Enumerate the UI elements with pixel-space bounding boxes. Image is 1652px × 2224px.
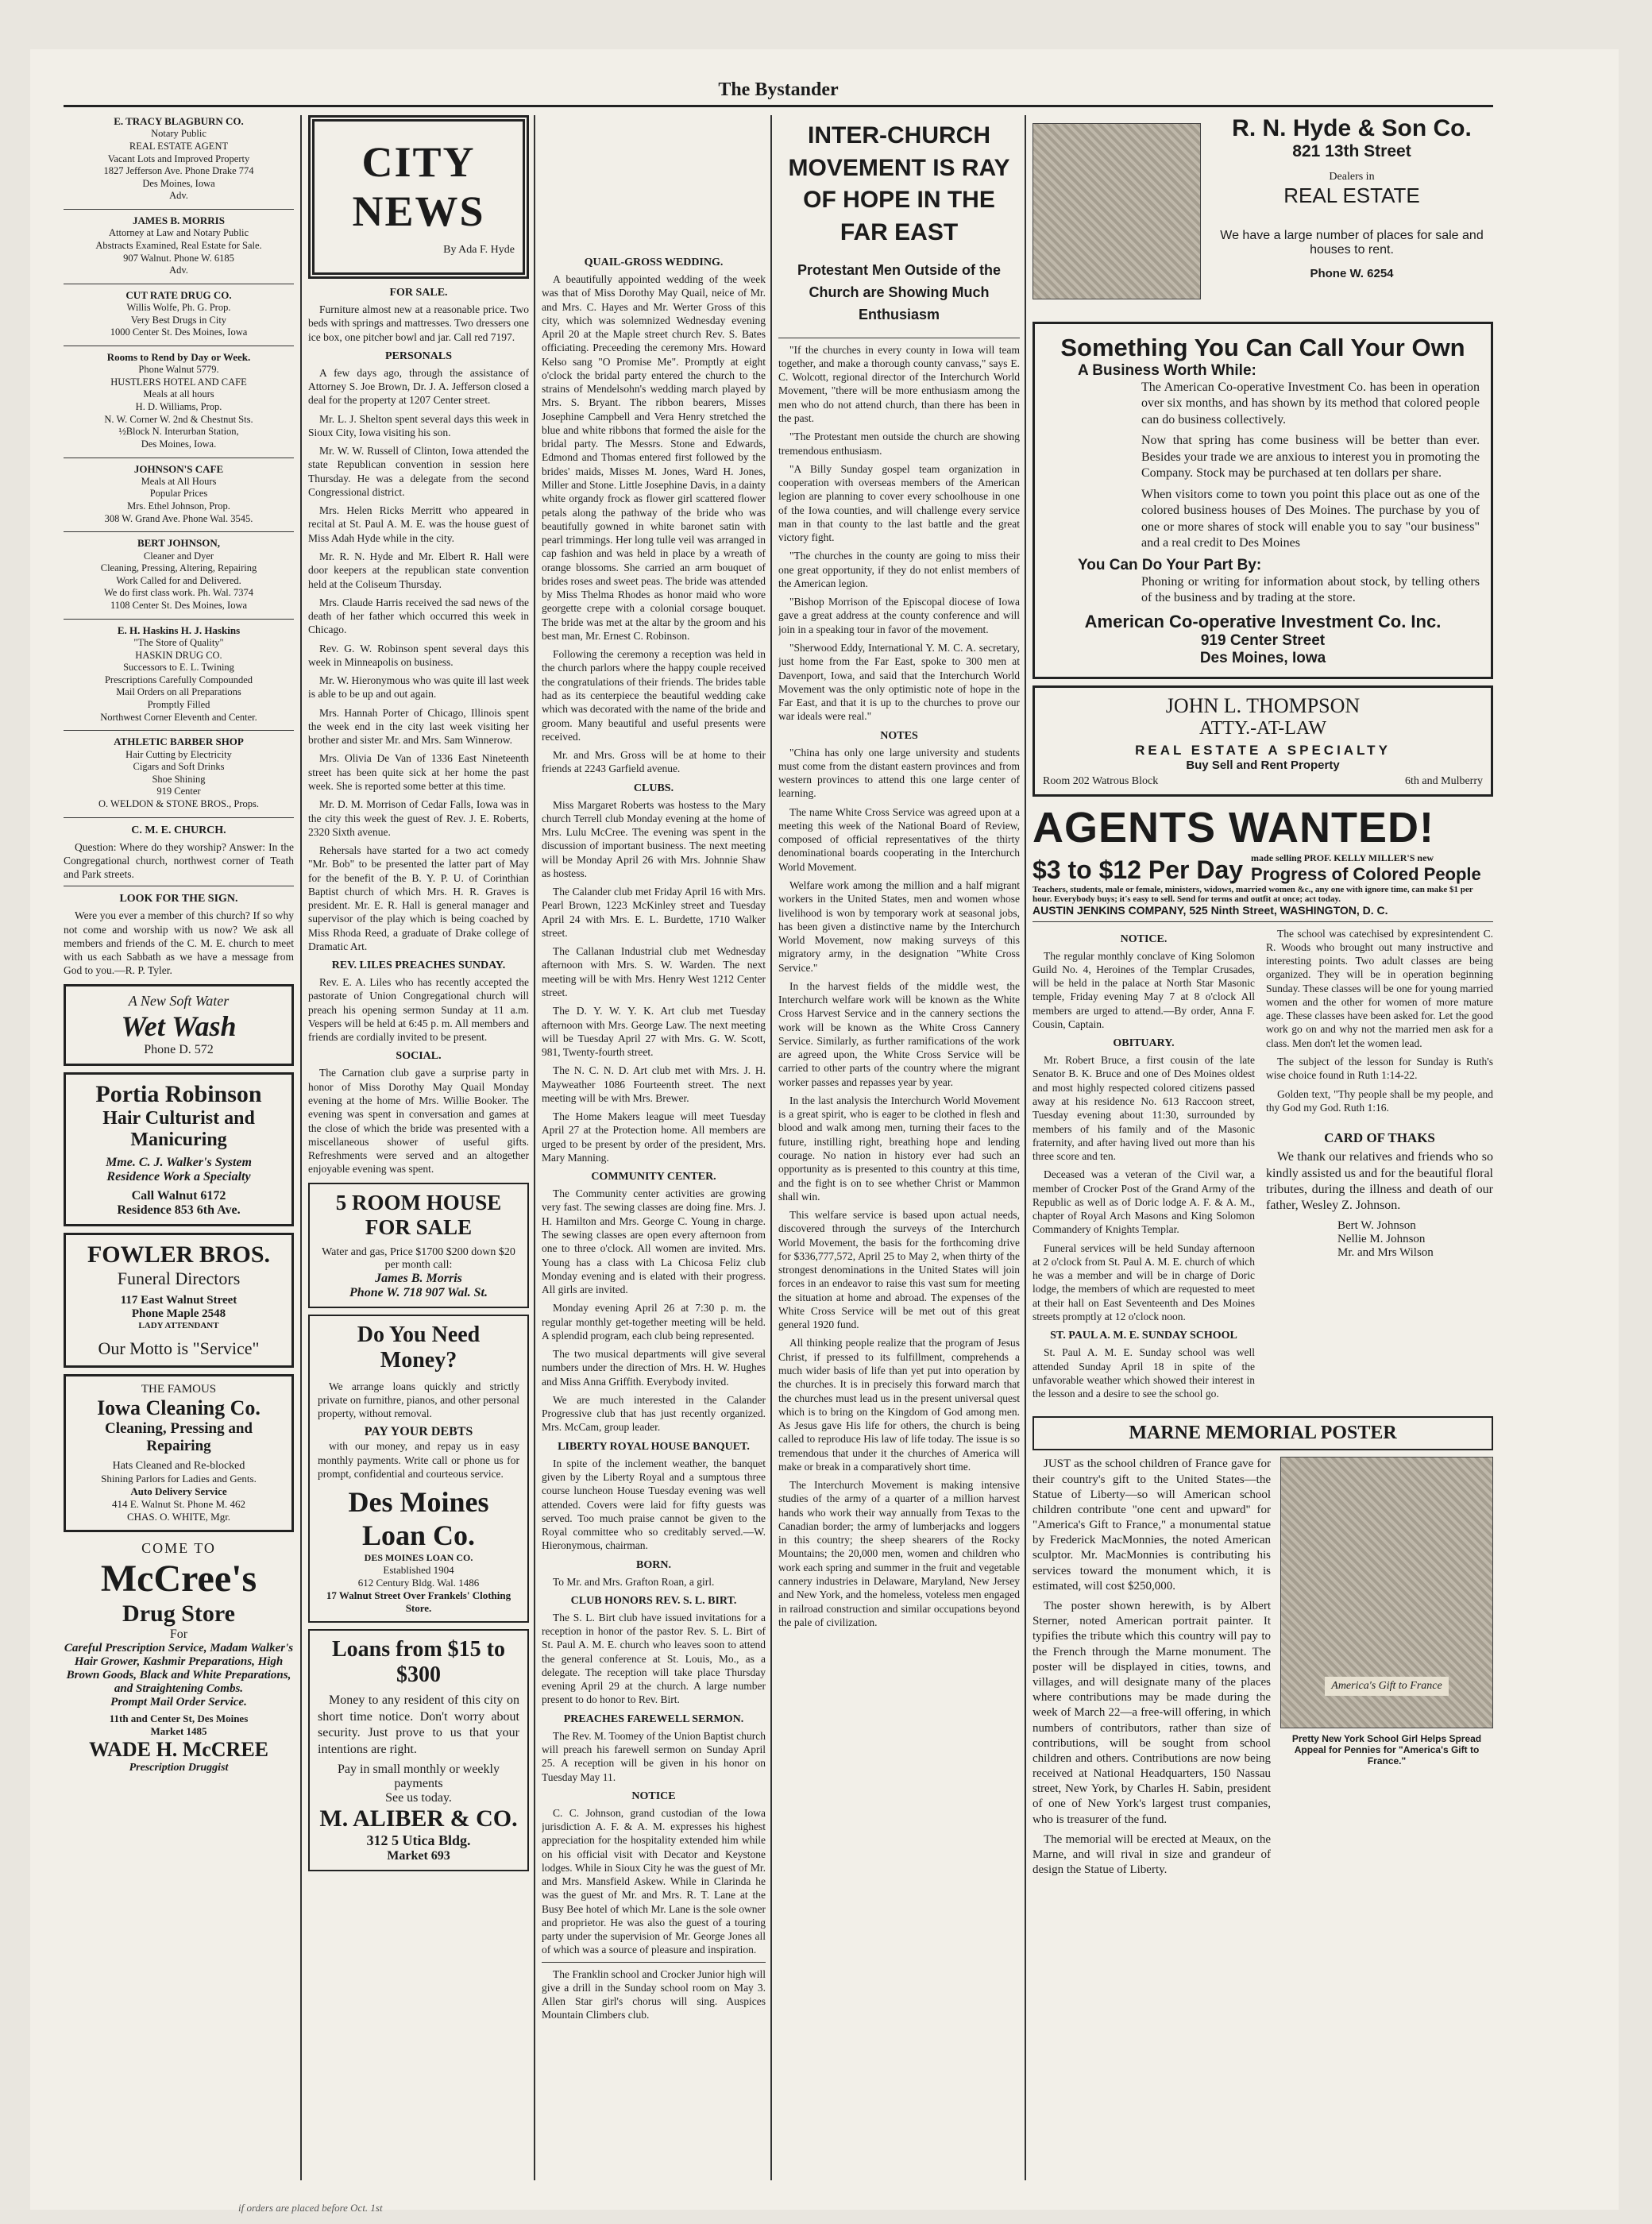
aliber-line-f: 312 5 Utica Bldg. — [366, 1832, 471, 1849]
birt-heading: CLUB HONORS REV. S. L. BIRT. — [570, 1594, 737, 1607]
fowler-line-b: Funeral Directors — [117, 1268, 241, 1288]
paragraph: Mr. Robert Bruce, a first cousin of the late Senator B. K. Bruce and one of Des Moines oldest and most highly respected colored citizens passed away at his residence No. 613 Raccoon street, Tuesday evening about 11:30, surrounded by members of his family and of the Masonic fraternity, and after having lived out more than his three score and ten. — [1032, 1054, 1255, 1163]
born-text: To Mr. and Mrs. Grafton Roan, a girl. — [553, 1575, 715, 1588]
personals-list — [308, 366, 529, 953]
coop-line-d: Now that spring has come business will be better than ever. Besides your trade we are anxious to interest you in promoting the Company. Stock may be purchased at ten dollars per share. — [1141, 434, 1480, 481]
house-for-sale-ad — [308, 1183, 529, 1308]
ad-line: Cleaner and Dyer — [143, 550, 214, 562]
paragraph: Mr. R. N. Hyde and Mr. Elbert R. Hall were door keepers at the republican state convention held at the Coliseum Thursday. — [308, 550, 529, 590]
ad-line: 907 Walnut. Phone W. 6185 — [123, 252, 234, 264]
paragraph: Rev. G. W. Robinson spent several days this week in Minneapolis on business. — [308, 642, 529, 668]
ad-divider — [64, 817, 294, 818]
ad-line: 1108 Center St. Des Moines, Iowa — [110, 600, 248, 611]
coop-line-i: 919 Center Street — [1200, 631, 1326, 649]
church-heading: C. M. E. CHURCH. — [131, 824, 226, 836]
marne-heading: MARNE MEMORIAL POSTER — [1129, 1423, 1397, 1444]
mccree-line-c: Drug Store — [122, 1600, 235, 1627]
money-line-d: with our money, and repay us in easy monthly payments. Write call or phone us for prompt, confidential and courteous service. — [318, 1440, 519, 1480]
church-text: Question: Where do they worship? Answer: In the Congregational church, northwest corner of Teath and Park streets. — [64, 840, 294, 881]
ad-line: Very Best Drugs in City — [130, 314, 227, 326]
ad-line: Rooms to Rend by Day or Week. — [106, 350, 251, 363]
house-line-c: James B. Morris — [375, 1271, 462, 1285]
house-line-a: 5 ROOM HOUSE FOR SALE — [335, 1190, 502, 1239]
paragraph: Mr. D. M. Morrison of Cedar Falls, Iowa was in the city this week the guest of Rev. J. E. Roberts, 2320 Sixth avenue. — [308, 798, 529, 838]
ad-divider — [64, 730, 294, 731]
signature-line: Nellie M. Johnson — [1337, 1232, 1426, 1245]
paragraph: Mrs. Claude Harris received the sad news of the death of her father which occurred this week in Chicago. — [308, 596, 529, 636]
aliber-line-g: Market 693 — [387, 1849, 450, 1863]
portia-line-c: Mme. C. J. Walker's System — [106, 1155, 252, 1169]
city-news-header — [308, 115, 529, 279]
paragraph: The Callanan Industrial club met Wednesday afternoon with Mrs. S. W. Warden. The next meeting will be with Mrs. Henry West 1212 Center street. — [542, 945, 766, 999]
thompson-line-e: Room 202 Watrous Block — [1043, 774, 1159, 787]
paragraph: Welfare work among the million and a half migrant workers in the United States, men and women whose livelihood is won by temporary work at seasonal jobs, has been given a distinctive name by the Interchurch World Movement, now making surveys of this migratory army, in the designation "White Cross Service." — [778, 878, 1020, 974]
ad-line: N. W. Corner W. 2nd & Chestnut Sts. — [104, 413, 253, 425]
mccree-ad — [64, 1540, 294, 1774]
notices-area — [1032, 927, 1493, 1406]
paragraph: The D. Y. W. Y. K. Art club met Tuesday afternoon with Mrs. George Law. The next meeting will be Tuesday April 27 with Mrs. G. W. Scott, 981, Twenty-fourth street. — [542, 1005, 766, 1059]
liles-heading: REV. LILES PREACHES SUNDAY. — [331, 959, 506, 972]
interchurch-headline: INTER-CHURCH MOVEMENT IS RAY OF HOPE IN THE FAR EAST — [788, 122, 1010, 245]
mccree-line-e: Careful Prescription Service, Madam Walker's Hair Grower, Kashmir Preparations, High Brown Goods, Black and White Preparations, and Straightening Combs. — [64, 1641, 294, 1695]
classified-ad — [64, 115, 294, 203]
classified-ad — [64, 214, 294, 277]
ad-line: Prescriptions Carefully Compounded — [104, 674, 253, 685]
banquet-text: In spite of the inclement weather, the banquet given by the Liberty Royal and a sumptous three course luncheon House Tuesday evening was well attended. Covers were laid for fifty guests was served. Too much praise cannot be given to the Royal committee who so creditably served.—W. Hieronymous, chairman. — [542, 1457, 766, 1552]
paragraph: Mr. and Mrs. Gross will be at home to their friends at 2243 Garfield avenue. — [542, 749, 766, 775]
column-society — [542, 115, 766, 2188]
ad-line: REAL ESTATE AGENT — [129, 140, 229, 152]
ad-line: Phone Walnut 5779. — [138, 364, 219, 376]
aliber-line-a: Loans from $15 to $300 — [331, 1637, 506, 1688]
banquet-heading: LIBERTY ROYAL HOUSE BANQUET. — [558, 1440, 750, 1453]
money-line-f: DES MOINES LOAN CO. — [364, 1552, 473, 1564]
wash-line-b: Wet Wash — [121, 1010, 237, 1042]
farewell-text: The Rev. M. Toomey of the Union Baptist church will preach his farewell sermon on Sunday April 25. A reception will be given in his honor on Tuesday May 11. — [542, 1729, 766, 1783]
column-rule — [1025, 115, 1026, 2180]
paragraph: Mr. W. W. Russell of Clinton, Iowa attended the state Republican convention in session here Thursday. He was a delegate from the second Congressional district. — [308, 445, 529, 498]
social-heading: SOCIAL. — [396, 1050, 442, 1063]
aliber-line-c: Pay in small monthly or weekly payments — [338, 1763, 500, 1791]
iowa-line-e: Shining Parlors for Ladies and Gents. — [101, 1472, 257, 1485]
ad-divider — [64, 619, 294, 620]
notes-heading: NOTES — [880, 729, 918, 742]
ad-line: Promptly Filled — [147, 699, 210, 710]
ad-line: Cleaning, Pressing, Altering, Repairing — [100, 562, 257, 574]
rider-illustration — [1032, 123, 1201, 299]
column-rule — [534, 115, 535, 2180]
fowler-line-d: Phone Maple 2548 — [131, 1307, 226, 1320]
paragraph: This welfare service is based upon actual needs, discovered through the surveys of the Interchurch World Movement, the basis for the forthcoming drive for $336,777,572, April 25 to May 2, when thirty of the strongest denominations in the United States will join forces in an endeavor to raise this vast sum for meeting the situation at home and abroad. The expenses of the White Cross Service will be met out of this great general 1920 fund. — [778, 1209, 1020, 1331]
column-rule — [300, 115, 302, 2180]
aliber-line-d: See us today. — [385, 1791, 452, 1805]
clubs-article — [542, 798, 766, 1165]
ad-line: Willis Wolfe, Ph. G. Prop. — [126, 302, 231, 313]
thanks-signatures — [1337, 1219, 1493, 1260]
paragraph: Mrs. Hannah Porter of Chicago, Illinois spent the week end in the city last week visiting her brother and sister Mr. and Mrs. Sam Winnerow. — [308, 706, 529, 747]
loan-company-ad — [308, 1315, 529, 1624]
hyde-line-a: R. N. Hyde & Son Co. — [1232, 115, 1472, 141]
city-news-byline: By Ada F. Hyde — [443, 244, 515, 256]
paragraph: Monday evening April 26 at 7:30 p. m. the regular monthly get-together meeting will be held. A splendid program, each club being represented. — [542, 1302, 766, 1342]
portia-line-b: Hair Culturist and Manicuring — [102, 1107, 255, 1150]
thompson-line-a: JOHN L. THOMPSON — [1165, 693, 1361, 717]
ad-line: Mrs. Ethel Johnson, Prop. — [127, 500, 230, 512]
paragraph: Mrs. Olivia De Van of 1336 East Nineteenth street has been quite sick at her home the past week. She is reported some better at this time. — [308, 752, 529, 792]
portia-line-d: Residence Work a Specialty — [106, 1169, 251, 1183]
thanks-heading: CARD OF THAKS — [1324, 1130, 1435, 1146]
thompson-line-d: Buy Sell and Rent Property — [1186, 758, 1340, 772]
ad-line: Work Called for and Delivered. — [116, 574, 241, 586]
column-rule — [770, 115, 772, 2180]
paragraph: A few days ago, through the assistance of Attorney S. Joe Brown, Dr. J. A. Jefferson closed a deal for the property at 1207 Center street. — [308, 366, 529, 407]
hyde-line-b: 821 13th Street — [1292, 142, 1411, 160]
signature-line: Mr. and Mrs Wilson — [1337, 1245, 1434, 1259]
mccree-line-g: 11th and Center St, Des Moines — [109, 1712, 249, 1724]
agents-line-a: AGENTS WANTED! — [1032, 803, 1434, 851]
ad-line: Successors to E. L. Twining — [123, 662, 234, 674]
mccree-line-j: Prescription Druggist — [129, 1761, 229, 1774]
thompson-line-b: ATTY.-AT-LAW — [1198, 717, 1327, 739]
coop-line-e: When visitors come to town you point this place out as one of the colored business houses of Des Moines. The purchase by you of one or more shares of stock will enable you to say "our business" and a real credit to Des Moines — [1141, 487, 1480, 550]
money-line-a: Do You Need Money? — [357, 1322, 481, 1373]
birt-text: The S. L. Birt club have issued invitations for a reception in honor of the pastor Rev. S. L. Birt of St. Paul A. M. E. church who leaves soon to attend the general conference at St. Louis, Mo., as a delegate. The reception will take place Thursday evening April 29 at the church. A large number present to do honor to Rev. Birt. — [542, 1611, 766, 1706]
wedding-heading: QUAIL-GROSS WEDDING. — [584, 257, 724, 268]
agents-line-f: AUSTIN JENKINS COMPANY, 525 Ninth Street, WASHINGTON, D. C. — [1032, 903, 1388, 917]
born-heading: BORN. — [636, 1558, 671, 1571]
portia-line-e: Call Walnut 6172 — [131, 1188, 226, 1203]
obituary-heading: OBITUARY. — [1113, 1037, 1175, 1050]
ad-line: O. WELDON & STONE BROS., Props. — [98, 798, 259, 809]
thompson-line-c: REAL ESTATE A SPECIALTY — [1135, 742, 1391, 758]
for-sale-heading: FOR SALE. — [389, 287, 448, 299]
ad-line: ½Block N. Interurban Station, — [118, 426, 239, 438]
paragraph: "If the churches in every county in Iowa will team together, and make a thorough county canvass," says E. C. Wolcott, regional director of the Interchurch World Movement, "there will be more enthusiasm among the men who do not attend church, than there has been in the past. — [778, 343, 1020, 424]
sunday-school-text-4: Golden text, "Thy people shall be my people, and thy God my God. Ruth 1:16. — [1266, 1087, 1493, 1114]
masthead: The Bystander — [718, 79, 839, 100]
paragraph: Mr. W. Hieronymous who was quite ill last week is able to be up and out again. — [308, 674, 529, 701]
ad-line: Attorney at Law and Notary Public — [109, 227, 249, 239]
agents-line-e: Teachers, students, male or female, ministers, widows, married women &c., any one with ignore time, can make $1 per hour. Everybody buys; it's easy to sell. Send for terms and outfit at once; act today. — [1032, 884, 1473, 904]
ad-line: 919 Center — [156, 786, 201, 797]
classified-ad — [64, 289, 294, 339]
ad-line: 308 W. Grand Ave. Phone Wal. 3545. — [104, 512, 253, 524]
paragraph: The two musical departments will give several numbers under the direction of Mrs. H. W. Hughes and Miss Anna Griffith. Everybody invited. — [542, 1348, 766, 1388]
thanks-text: We thank our relatives and friends who so kindly assisted us and for the beautiful floral tributes, during the illness and death of our father, Wesley Z. Johnson. — [1266, 1150, 1493, 1213]
ad-line: Mail Orders on all Preparations — [116, 686, 241, 698]
sunday-school-heading: ST. PAUL A. M. E. SUNDAY SCHOOL — [1050, 1330, 1237, 1342]
mccree-line-d: For — [169, 1627, 188, 1641]
ad-line: BERT JOHNSON, — [137, 537, 221, 550]
marne-article — [1032, 1457, 1493, 1882]
paragraph: All thinking people realize that the program of Jesus Christ, if pressed to its fulfillment, comprehends a much wider basis of life than yet put into operation by the churches. It is in precisely this forward march that the churches must lead us in the present universal quest which is to bring on the Kingdom of God among men. As Jesus gave His life for others, the church is being called to reproduce His law of life today. The issue is so tremendous that under it the churches of America will make or break in a comparatively short time. — [778, 1337, 1020, 1473]
mccree-line-h: Market 1485 — [150, 1724, 207, 1737]
paragraph: Funeral services will be held Sunday afternoon at 2 o'clock from St. Paul A. M. E. church of which he was a member and will be in charge of Doric lodge, the members of which are requested to meet at their hall on East Seventeenth and Des Moines streets promptly at 12 o'clock noon. — [1032, 1241, 1255, 1322]
ad-line: Northwest Corner Eleventh and Center. — [100, 711, 257, 723]
house-line-d: Phone W. 718 907 Wal. St. — [349, 1285, 488, 1299]
signature-line: Bert W. Johnson — [1337, 1218, 1416, 1232]
mccree-name: McCree's — [100, 1557, 257, 1600]
iowa-cleaning-ad — [64, 1374, 294, 1532]
ad-line: Abstracts Examined, Real Estate for Sale. — [95, 239, 262, 251]
obituary-text — [1032, 1053, 1255, 1323]
money-line-b: We arrange loans quickly and strictly private on furnithre, pianos, and other personal property, without removal. — [318, 1380, 519, 1420]
paragraph: Miss Margaret Roberts was hostess to the Mary church Terrell club Monday evening at the home of Mrs. Lulu McCree. The evening was spent in the discussion of important business. The next meeting will be Monday April 26 with Mrs. Johnnie Shaw as hostess. — [542, 798, 766, 879]
paragraph: The name White Cross Service was agreed upon at a meeting this week of the National Board of Review, composed of official representatives of the thirty denominational boards cooperating in the Interchurch World Movement. — [778, 805, 1020, 873]
notice-heading: NOTICE — [631, 1790, 676, 1802]
ad-line: Adv. — [169, 190, 188, 202]
ad-line: HASKIN DRUG CO. — [135, 649, 222, 661]
iowa-line-d: Hats Cleaned and Re-blocked — [112, 1459, 245, 1472]
sign-text: Were you ever a member of this church? If so why not come and worship with us now? We ask all members and friends of the C. M. E. church to meet with us each Sabbath as we have a message from God to you.—R. P. Tyler. — [64, 909, 294, 977]
hyde-line-e: We have a large number of places for sale and houses to rent. — [1220, 229, 1484, 257]
paragraph: JUST as the school children of France gave for their country's gift to the United States—the Statue of Liberty—so will American school children contribute "one cent and upward" for "America's Gift to France," a monumental statue by Frederick MacMonnies, the noted American sculptor. Mr. MacMonnies is contributing his services toward the monument which, it is estimated, will cost $250,000. — [1032, 1458, 1271, 1593]
paragraph: "Sherwood Eddy, International Y. M. C. A. secretary, just home from the Far East, spoke to 300 men at Davenport, Iowa, and said that the Interchurch World Movement was the only optimistic note of hope in the Far East, and that it is up to the churches to prove our war ideals were real." — [778, 641, 1020, 723]
ad-line: H. D. Williams, Prop. — [135, 401, 222, 412]
column-city-news — [308, 115, 529, 2188]
poster-illustration — [1280, 1457, 1493, 1728]
coop-line-h: American Co-operative Investment Co. Inc. — [1084, 611, 1442, 631]
paragraph: Rehersals have started for a two act comedy "Mr. Bob" to be presented the latter part of May for the benefit of the B. Y. P. U. of Corinthian Baptist church of which Mrs. H. R. Graves is president. Mr. E. R. Hall is general manager and supervisor of the play which is being coached by Miss Rhoda Reed, a graduate of Drake college of Dramatic Art. — [308, 844, 529, 952]
paragraph: Following the ceremony a reception was held in the church parlors where the happy couple received the congratulations of their friends. The brides table had as its centerpiece the beautiful wedding cake which was decorated with the name of the bride and groom. Many beautiful and useful presents were received. — [542, 648, 766, 743]
mccree-line-i: WADE H. McCREE — [88, 1737, 269, 1761]
wash-line-c: Phone D. 572 — [144, 1042, 214, 1056]
paragraph: Deceased was a veteran of the Civil war, a member of Crocker Post of the Grand Army of the Republic as well as of Doric lodge A. F. & A. M., chapter of Royal Arch Masons and King Solomon Commandery of Knights Templar. — [1032, 1168, 1255, 1236]
ad-line: We do first class work. Ph. Wal. 7374 — [103, 587, 253, 599]
ad-line: Des Moines, Iowa. — [141, 438, 217, 450]
wedding-article — [542, 272, 766, 776]
coop-line-c: The American Co-operative Investment Co. has been in operation over six months, and has shown by its method that colored people can do business collectively. — [1141, 380, 1480, 427]
notice-text: C. C. Johnson, grand custodian of the Iowa jurisdiction A. F. & A. M. expresses his highest appreciation for the hospitality extended him while on his official visit with Decator and Keystone lodges. While in Sioux City he was the guest of Mr. and Mrs. Mansfield Askew. While in Clarinda he was the guest of Mr. and Mrs. R. T. Lane at the Busy Bee hotel of which Mr. Lane is the sole owner and proprietor. He was also the guest of a touring party under the supervision of Mr. George Jones all of which was a source of pleasure and inspiration. — [542, 1806, 766, 1956]
iowa-line-h: CHAS. O. WHITE, Mgr. — [126, 1510, 231, 1523]
poster-text: America's Gift to France — [1325, 1677, 1448, 1696]
paragraph: Mr. L. J. Shelton spent several days this week in Sioux City, Iowa visiting his son. — [308, 412, 529, 438]
ad-line: 1000 Center St. Des Moines, Iowa — [110, 326, 248, 338]
clubs-heading: CLUBS. — [633, 782, 674, 794]
paragraph: "A Billy Sunday gospel team organization in cooperation with overseas members of the American legion are planning to cover every schoolhouse in one of the Iowa counties, and will challenge every service man in that county to the last battle and the great victory fight. — [778, 462, 1020, 544]
paragraph: The Calander club met Friday April 16 with Mrs. Pearl Brown, 1223 McKinley street and Tuesday April 24 with Mrs. E. L. Burdette, 1710 Walker street. — [542, 886, 766, 939]
paragraph: The poster shown herewith, is by Albert Sterner, noted American portrait painter. It typifies the tribute which this country will pay to the French through the Marne monument. The poster will be displayed in cities, towns, and villages, and will designate many of the places where contributions may be made during the week of March 22—a free-will offering, in which numbers of contributors, rather than size of contributions, will be sought from school children and others. Contributions are now being received at National Headquarters, 150 Nassau street, New York, by Charles H. Sabin, president of one of New York's largest trust companies, who is treasurer of the fund. — [1032, 1600, 1271, 1826]
ad-line: Adv. — [169, 264, 188, 276]
ad-line: ATHLETIC BARBER SHOP — [114, 736, 244, 748]
paragraph: The Community center activities are growing very fast. The sewing classes are doing fine. Mrs. J. H. Hamilton and Mrs. George C. Young in charge. The sewing classes are open every afternoon from one to three o'clock. All women are invited. Mrs. Young has a class with La Chicosa Feliz club Monday evening and is elated with their progress. All girls are invited. — [542, 1187, 766, 1296]
fowler-line-f: Our Motto is "Service" — [98, 1338, 260, 1358]
ad-line: Shoe Shining — [152, 773, 206, 785]
coop-line-f: You Can Do Your Part By: — [1078, 556, 1262, 573]
cooperative-ad — [1032, 322, 1493, 679]
iowa-line-b: Iowa Cleaning Co. — [97, 1396, 261, 1419]
wet-wash-ad — [64, 984, 294, 1066]
classified-ad — [64, 624, 294, 724]
fowler-line-e: LADY ATTENDANT — [138, 1320, 219, 1330]
ad-line: Hair Cutting by Electricity — [125, 748, 232, 760]
paragraph: "Bishop Morrison of the Episcopal diocese of Iowa gave a great address at the county conference and will join in a speaking tour in favor of the movement. — [778, 596, 1020, 635]
portia-name: Portia Robinson — [95, 1080, 262, 1107]
aliber-line-e: M. ALIBER & CO. — [319, 1805, 518, 1832]
masthead-rule — [64, 105, 1493, 107]
community-heading: COMMUNITY CENTER. — [591, 1171, 716, 1183]
ad-divider — [64, 531, 294, 532]
community-article — [542, 1187, 766, 1434]
coop-line-g: Phoning or writing for information about stock, by telling others of the business and by trading at the store. — [1141, 574, 1480, 605]
personals-heading: PERSONALS — [384, 349, 453, 362]
paragraph: The N. C. N. D. Art club met with Mrs. J. H. Mayweather 1086 Fourteenth street. The next meeting will be with Mrs. Brewer. — [542, 1064, 766, 1104]
ad-line: E. TRACY BLAGBURN CO. — [114, 115, 244, 127]
agents-line-b: $3 to $12 Per Day — [1032, 855, 1244, 884]
drill-text: The Franklin school and Crocker Junior high will give a drill in the Sunday school room on May 3. Allen Star girl's chorus will sing. Auspices Mountain Climbers club. — [542, 1967, 766, 2021]
sign-heading: LOOK FOR THE SIGN. — [119, 893, 238, 905]
ad-line: JAMES B. MORRIS — [133, 214, 225, 226]
coop-line-b: A Business Worth While: — [1078, 362, 1256, 379]
paragraph: We are much interested in the Calander Progressive club that has just recently organized. Mrs. McCam, group leader. — [542, 1393, 766, 1434]
classified-ad — [64, 351, 294, 451]
ad-line: HUSTLERS HOTEL AND CAFE — [110, 376, 247, 388]
ad-line: 1827 Jefferson Ave. Phone Drake 774 — [103, 165, 254, 177]
iowa-line-a: THE FAMOUS — [141, 1382, 217, 1396]
paragraph: The Interchurch Movement is making intensive studies of the army of a quarter of a million harvest hands who work their way annually from Texas to the Canadian border; the army of lumberjacks and loggers in this country; the sheep shearers of the Rocky Mountains; the 20,000 men, women and children who work each spring and summer in the fruit and vegetable cannery industries in Delaware, Maryland, New Jersey and New York, and the homeless, voteless men engaged in railroad construction and similar occupations beyond the pale of civilization. — [778, 1479, 1020, 1628]
hyde-line-d: REAL ESTATE — [1283, 183, 1420, 207]
paragraph: "The Protestant men outside the church are showing tremendous enthusiasm. — [778, 431, 1020, 457]
aliber-line-b: Money to any resident of this city on short time notice. Don't worry about security. Just prove to us that your intentions are right. — [318, 1693, 519, 1756]
paragraph: In the harvest fields of the middle west, the Interchurch welfare work will be known as the White Cross Harvest Service and in the cannery sections the work will be known as the White Cross Cannery Service. Similarly, as further ramifications of the work are agreed upon, the White Cross Service will be carried to other parts of the country where the migrant worker passes and repasses year by year. — [778, 979, 1020, 1088]
interchurch-subhead: Protestant Men Outside of the Church are Showing Much Enthusiasm — [797, 262, 1002, 322]
wash-line-a: A New Soft Water — [128, 992, 230, 1009]
coop-line-a: Something You Can Call Your Own — [1060, 334, 1465, 361]
iowa-line-f: Auto Delivery Service — [130, 1485, 227, 1497]
hyde-ad — [1032, 115, 1493, 306]
thompson-ad — [1032, 685, 1493, 797]
thompson-line-f: 6th and Mulberry — [1405, 774, 1483, 787]
aliber-ad — [308, 1629, 529, 1871]
liles-text: Rev. E. A. Liles who has recently accepted the pastorate of Union Congregational church will preach his opening sermon Sunday at 11 a.m. Vespers will be held at 6:45 p. m. All members and friends are cordially invited to be present. — [308, 976, 529, 1044]
farewell-heading: PREACHES FAREWELL SERMON. — [563, 1712, 744, 1725]
ad-line: Popular Prices — [149, 488, 208, 500]
fowler-ad — [64, 1233, 294, 1368]
money-line-e: Des Moines Loan Co. — [348, 1486, 489, 1552]
sunday-school-text-2: The school was catechised by expresintendent C. R. Woods who brought out many instructive and interesting points. Two adult classes are being organized. They will be in operation beginning Sunday. These classes will be one for young married women and the other for women of more mature age. These classes have been asked for. Let the good work go on and why not the married men ask for a class. Men don't let the women lead. — [1266, 927, 1493, 1049]
interchurch-article — [778, 343, 1020, 724]
portia-line-f: Residence 853 6th Ave. — [117, 1203, 241, 1217]
column-ads-left — [64, 115, 294, 2188]
paragraph: "The churches in the county are going to miss their one great opportunity, if they do not enlist members of the American legion. — [778, 550, 1020, 589]
paragraph: Mrs. Helen Ricks Merritt who appeared in recital at St. Paul A. M. E. was the house guest of Miss Adah Hyde while in the city. — [308, 504, 529, 544]
classified-ad — [64, 537, 294, 612]
poster-caption: Pretty New York School Girl Helps Spread Appeal for Pennies for "America's Gift to France." — [1291, 1733, 1482, 1767]
ad-line: Meals at All Hours — [141, 475, 217, 487]
fowler-line-c: 117 East Walnut Street — [120, 1293, 237, 1307]
mccree-line-a: COME TO — [141, 1539, 216, 1556]
column-interchurch — [778, 115, 1020, 2188]
sunday-school-text-3: The subject of the lesson for Sunday is Ruth's wise choice found in Ruth 1:14-22. — [1266, 1056, 1493, 1082]
paragraph: A beautifully appointed wedding of the week was that of Miss Dorothy May Quail, neice of Mr. and Mrs. C. Hayes and Mr. Werter Gross of this city, which was solemnized Wednesday evening April 20 at the Maple street church Rev. S. Bates officiating. Preceeding the ceremony Mrs. Howard Kelso sang "O Promise Me". Promptly at eight o'clock the bridal party entered the church to the strains of Mendelsohn's wedding march played by Mrs. S. Bryant. The ribbon bearers, Misses Josephine Campbell and Vera Henry stretched the blue and white ribbons that formed the aisle for the bridal party. The Messrs. Stone and Edwards, Edmond and Thomas entered first followed by the brides' maids, Misses M. Jones, Ward H. Jones, Miller and Stone. Little Josephine Davis, in a dainty white organdy frock as flower girl scattered flower petals along the pathway of the bride who was beautifully gowned in white baronet satin with pearl trimmings. Her long tulle veil was arranged in cap fashion and was held in place by a wreath of orange blossoms. She carried an arm bouquet of brides roses and sweet peas. The bride was attended by Miss Thelma Rhodes as honor maid who wore georgette crepe with a colonial corsage bouquet. The bride was met at the altar by the groom and his best man, Mr. Ernest C. Robinson. — [542, 273, 766, 642]
agents-line-d: Progress of Colored People — [1251, 863, 1481, 884]
money-line-h: 612 Century Bldg. Wal. 1486 — [357, 1577, 480, 1589]
paragraph: The Home Makers league will meet Tuesday April 27 at the Protection home. All members are urged to be present by order of the president, Mrs. Mary Manning. — [542, 1110, 766, 1164]
hyde-line-f: Phone W. 6254 — [1310, 267, 1394, 280]
money-line-i: 17 Walnut Street Over Frankels' Clothing Store. — [326, 1589, 511, 1615]
ad-line: Notary Public — [151, 128, 206, 140]
agents-line-c: made selling PROF. KELLY MILLER'S new — [1251, 851, 1434, 863]
iowa-line-c: Cleaning, Pressing and Repairing — [105, 1419, 253, 1454]
guild-notice-heading: NOTICE. — [1120, 932, 1168, 945]
for-sale-text: Furniture almost new at a reasonable price. Two beds with springs and mattresses. Two dressers one ice box, one pitcher bowl and jar. Call red 7197. — [308, 303, 529, 343]
portia-ad — [64, 1072, 294, 1226]
paragraph: "China has only one large university and students must come from the distant eastern provinces and from western provinces to attend this one large center of learning. — [778, 746, 1020, 800]
classified-ads — [64, 115, 294, 818]
hyde-line-c: Dealers in — [1329, 171, 1375, 183]
ad-line: Vacant Lots and Improved Property — [107, 153, 250, 164]
fowler-name: FOWLER BROS. — [87, 1241, 271, 1268]
social-text: The Carnation club gave a surprise party in honor of Miss Dorothy May Quail Monday evening at the home of Mrs. Willie Booker. The evening was spent in conversation and games at the close of which the bride was presented with a miscellaneous shower of useful gifts. Refreshments were served and an altogether enjoyable evening was spent. — [308, 1067, 529, 1176]
ad-line: Meals at all hours — [143, 388, 214, 400]
marne-heading-box — [1032, 1416, 1493, 1450]
sunday-school-text: St. Paul A. M. E. Sunday school was well attended Sunday April 18 in spite of the unfavorable weather which showed their interest in the lesson and a desire to see the school go. — [1032, 1346, 1255, 1400]
ad-line: JOHNSON'S CAFE — [133, 462, 224, 475]
agents-wanted-ad — [1032, 803, 1493, 917]
mccree-line-f: Prompt Mail Order Service. — [110, 1695, 247, 1709]
ad-line: Des Moines, Iowa — [142, 177, 215, 189]
ad-divider — [64, 209, 294, 210]
ad-line: "The Store of Quality" — [133, 636, 224, 648]
right-section — [1032, 115, 1493, 2188]
money-line-g: Established 1904 — [383, 1564, 454, 1577]
coop-line-j: Des Moines, Iowa — [1199, 649, 1326, 666]
classified-ad — [64, 463, 294, 526]
ad-line: E. H. Haskins H. J. Haskins — [117, 624, 241, 636]
notes-article — [778, 746, 1020, 1629]
paragraph: In the last analysis the Interchurch World Movement is a great spirit, who is eager to be clothed in flesh and blood and walk among men, turning their faces to the future, instilling right, breathing hope and lending courage. No nation in history ever had such an opportunity as is presented to this country at this time, and the fight is on to see whether Christ or Mammon shall win. — [778, 1094, 1020, 1203]
paragraph: The memorial will be erected at Meaux, on the Marne, and will rival in size and grandeur of design the Statue of Liberty. — [1032, 1832, 1271, 1877]
guild-notice-text: The regular monthly conclave of King Solomon Guild No. 4, Heroines of the Templar Crusades, will be held in the palace at North Star Masonic temple, Friday evening May 7 at 8 o'clock All members are urged to attend.—By order, Anna F. Cousin, Captain. — [1032, 949, 1255, 1030]
ad-line: Cigars and Soft Drinks — [133, 761, 225, 773]
city-news-title: CITY NEWS — [352, 138, 485, 235]
ad-line: CUT RATE DRUG CO. — [125, 288, 232, 301]
money-line-c: PAY YOUR DEBTS — [364, 1425, 473, 1439]
house-line-b: Water and gas, Price $1700 $200 down $20 per month call: — [322, 1245, 515, 1271]
footer-fragment: if orders are placed before Oct. 1st — [238, 2202, 383, 2214]
classified-ad — [64, 736, 294, 810]
iowa-line-g: 414 E. Walnut St. Phone M. 462 — [111, 1497, 246, 1510]
